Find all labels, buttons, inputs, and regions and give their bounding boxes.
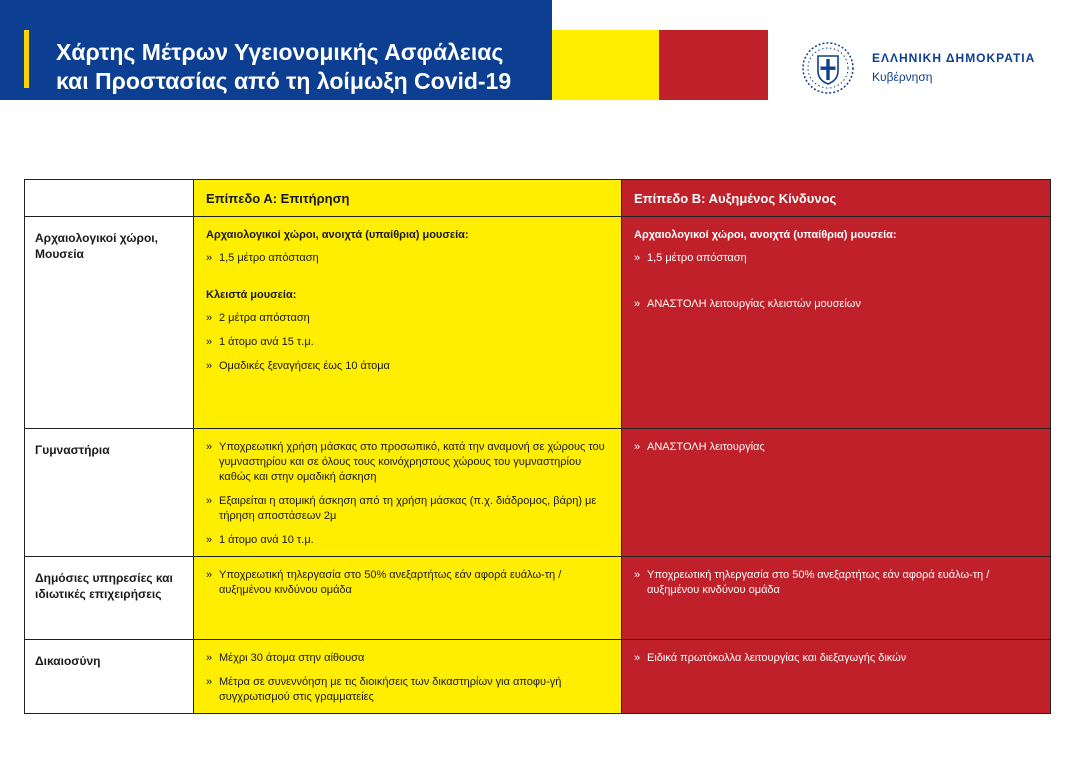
government-subtitle: Κυβέρνηση bbox=[872, 70, 933, 84]
measure-list bbox=[206, 311, 609, 374]
measures-table bbox=[24, 179, 1051, 714]
level-a-color-swatch bbox=[552, 30, 659, 100]
table-row bbox=[25, 557, 1051, 640]
subheading: Αρχαιολογικοί χώροι, ανοιχτά (υπαίθρια) μουσεία: bbox=[634, 229, 897, 241]
table-row bbox=[25, 640, 1051, 714]
level-a-header: Επίπεδο Α: Επιτήρηση bbox=[194, 180, 622, 217]
level-a-cell bbox=[194, 429, 622, 557]
government-name: ΕΛΛΗΝΙΚΗ ΔΗΜΟΚΡΑΤΙΑ bbox=[872, 51, 1036, 65]
page-title-line-2: και Προστασίας από τη λοίμωξη Covid-19 bbox=[56, 68, 512, 94]
list-item: » Υποχρεωτική χρήση μάσκας στο προσωπικό, κατά την αναμονή σε χώρους του γυμναστηρίου και σε όλους τους κοινόχρηστους χώρους του γυμναστηρίου καθώς και στην ομαδική άσκηση bbox=[206, 440, 609, 485]
level-b-cell bbox=[622, 640, 1051, 714]
level-a-cell bbox=[194, 640, 622, 714]
header-blank-cell bbox=[25, 180, 194, 217]
category-cell: Αρχαιολογικοί χώροι, Μουσεία bbox=[25, 217, 194, 429]
measure-list bbox=[634, 251, 1038, 266]
subheading: Κλειστά μουσεία: bbox=[206, 289, 297, 301]
list-item: » Εξαιρείται η ατομική άσκηση από τη χρήση μάσκας (π.χ. διάδρομος, βάρη) με τήρηση αποστάσεων 2μ bbox=[206, 494, 609, 524]
page-title bbox=[56, 38, 546, 96]
list-item: » Υποχρεωτική τηλεργασία στο 50% ανεξαρτήτως εάν αφορά ευάλω-τη / αυξημένου κινδύνου ομάδα bbox=[206, 568, 609, 598]
category-cell: Δικαιοσύνη bbox=[25, 640, 194, 714]
measure-list bbox=[634, 297, 1038, 312]
measure-list bbox=[206, 651, 609, 705]
measure-list bbox=[634, 651, 1038, 666]
list-item: » Υποχρεωτική τηλεργασία στο 50% ανεξαρτήτως εάν αφορά ευάλω-τη / αυξημένου κινδύνου ομάδα bbox=[634, 568, 1038, 598]
list-item: » 1,5 μέτρο απόσταση bbox=[206, 251, 609, 266]
subheading: Αρχαιολογικοί χώροι, ανοιχτά (υπαίθρια) μουσεία: bbox=[206, 229, 469, 241]
measure-list bbox=[206, 440, 609, 548]
list-item: » ΑΝΑΣΤΟΛΗ λειτουργίας bbox=[634, 440, 1038, 455]
level-b-cell bbox=[622, 557, 1051, 640]
list-item: » 1,5 μέτρο απόσταση bbox=[634, 251, 1038, 266]
spacer bbox=[634, 266, 1038, 297]
list-item: » 1 άτομο ανά 10 τ.μ. bbox=[206, 533, 609, 548]
list-item: » Μέτρα σε συνεννόηση με τις διοικήσεις των δικαστηρίων για αποφυ-γή συγχρωτισμού στις γραμματείες bbox=[206, 675, 609, 705]
level-a-cell bbox=[194, 557, 622, 640]
category-cell: Δημόσιες υπηρεσίες και ιδιωτικές επιχειρήσεις bbox=[25, 557, 194, 640]
table-row bbox=[25, 429, 1051, 557]
header-accent-bar bbox=[24, 30, 29, 88]
level-b-header: Επίπεδο Β: Αυξημένος Κίνδυνος bbox=[622, 180, 1051, 217]
table-row bbox=[25, 217, 1051, 429]
measure-list bbox=[206, 568, 609, 598]
level-b-color-swatch bbox=[659, 30, 768, 100]
greek-coat-of-arms-icon bbox=[801, 41, 855, 95]
table-header-row bbox=[25, 180, 1051, 217]
measure-list bbox=[206, 251, 609, 266]
level-b-cell bbox=[622, 217, 1051, 429]
measure-list bbox=[634, 440, 1038, 455]
list-item: » ΑΝΑΣΤΟΛΗ λειτουργίας κλειστών μουσείων bbox=[634, 297, 1038, 312]
level-b-cell bbox=[622, 429, 1051, 557]
list-item: » 1 άτομο ανά 15 τ.μ. bbox=[206, 335, 609, 350]
list-item: » 2 μέτρα απόσταση bbox=[206, 311, 609, 326]
category-cell: Γυμναστήρια bbox=[25, 429, 194, 557]
page-title-line-1: Χάρτης Μέτρων Υγειονομικής Ασφάλειας bbox=[56, 39, 504, 65]
list-item: » Μέχρι 30 άτομα στην αίθουσα bbox=[206, 651, 609, 666]
list-item: » Ειδικά πρωτόκολλα λειτουργίας και διεξαγωγής δικών bbox=[634, 651, 1038, 666]
list-item: » Ομαδικές ξεναγήσεις έως 10 άτομα bbox=[206, 359, 609, 374]
measure-list bbox=[634, 568, 1038, 598]
level-a-cell bbox=[194, 217, 622, 429]
